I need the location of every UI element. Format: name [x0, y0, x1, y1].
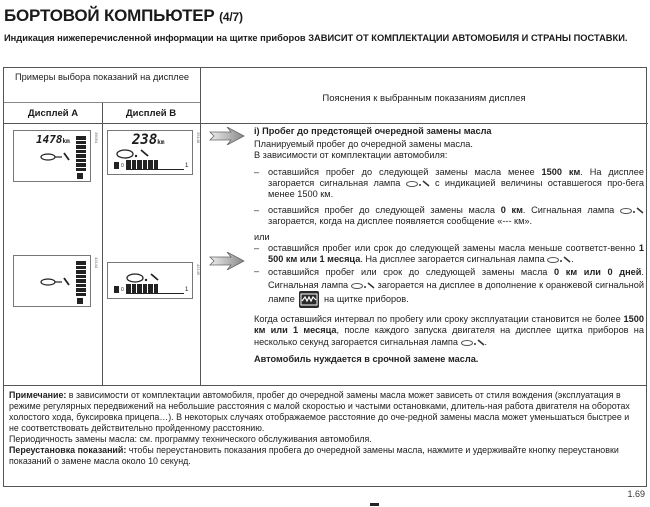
- note-reset: Переустановка показаний: чтобы переустановить показания пробега до очередной замены масла, нажмите и удерживайте кнопку переустановки показаний о замене масла около 10 секунд.: [9, 445, 619, 466]
- fuel-pump-icon: [114, 162, 119, 169]
- arrow-right-icon: [209, 252, 245, 270]
- display-a-screen-1: [13, 130, 91, 182]
- oil-service-lamp-icon: [620, 206, 644, 215]
- divider: [370, 503, 379, 506]
- explanation-content: i) Пробег до предстоящей очередной замены масла Планируемый пробег до очередной замены масла. В зависимости от комплектации автомобиля: – оставшийся пробег до следующей замены масла менее 1500 км. На дисплее загорается сигнальная лампа с индикацией величины оставшегося про-бега менее 1500 км. – оставшийся пробег до следующей замены масла 0 км. Сигнальная лампа загорается, когда на дисплее появляется сообщение «--- км». или – оставшийся пробег или срок до следующей замены масла меньше соответст-венно 1 500 км или 1 месяца. На дисплее загорается сигнальная лампа . – оставшийся пробег или срок до следующей замены масла 0 км или 0 дней. Сигнальная лампа загорается на дисплее в дополнение к оранжевой сигнальной лампе на щитке приборов. Когда оставшийся интервал по пробегу или сроку эксплуатации становится не более 1500 км или 1 месяца, после каждого запуска двигателя на дисплее щитка приборов на несколько секунд загорается сигнальная лампа . Автомобиль нуждается в срочной замене масла.: [254, 126, 644, 364]
- oil-service-icon: [126, 272, 160, 284]
- section-heading: i) Пробег до предстоящей очередной замены масла: [254, 126, 492, 136]
- header-examples: Примеры выбора показаний на дисплее: [14, 72, 190, 82]
- divider: [102, 103, 103, 385]
- display-table: Примеры выбора показаний на дисплее Дисплей А Дисплей В Пояснения к выбранным показаниям дисплея 1478km 36054 238km 0 1 35148 42144 0 1 42145 i) Пробег до предстоящей очередной замены масла Планируемый пробег до очередной замены масла. В зависимости от комплектации автомобиля: – оставшийся пробег до следующей замены масла менее 1500 км. На дисплее загорается сигнальная лампа с индикацией величины оставшегося про-бега менее 1500 км. – оставшийся пробег до следующей замены масла 0 км. Сигнальная лампа загорается, когда на дисплее появляется сообщение «--- км». или – оставшийся пробег или срок до следующей замены масла меньше соответст-венно 1 500 км или 1 месяца. На дисплее загорается сигнальная лампа . – оставшийся пробег или срок до следующей замены масла 0 км или 0 дней. Сигнальная лампа загорается на дисплее в дополнение к оранжевой сигнальной лампе на щитке приборов. Когда оставшийся интервал по пробегу или сроку эксплуатации становится не более 1500 км или 1 месяца, после каждого запуска двигателя на дисплее щитка приборов на несколько секунд загорается сигнальная лампа . Автомобиль нуждается в срочной замене масла.: [3, 67, 647, 386]
- divider: [4, 123, 648, 124]
- display-b-screen-2: 0 1: [107, 262, 193, 299]
- header-explanations: Пояснения к выбранным показаниям дисплея: [322, 93, 526, 104]
- note-periodicity: Периодичность замены масла: см. программу технического обслуживания автомобиля.: [9, 434, 372, 444]
- list-item: – оставшийся пробег до следующей замены масла 0 км. Сигнальная лампа загорается, когда на дисплее появляется сообщение «--- км».: [254, 205, 644, 227]
- fuel-gauge-horizontal: [126, 160, 158, 169]
- page-part: (4/7): [219, 10, 243, 24]
- mileage-value: 238km: [132, 132, 165, 148]
- list-item: – оставшийся пробег или срок до следующей замены масла 0 км или 0 дней. Сигнальная лампа загорается на дисплее в дополнение к оранжевой сигнальной лампе на щитке приборов.: [254, 266, 644, 308]
- oil-service-lamp-icon: [547, 255, 571, 264]
- urgent-warning: Автомобиль нуждается в срочной замене масла.: [254, 353, 479, 364]
- intro-text: Индикация нижеперечисленной информации на щитке приборов ЗАВИСИТ ОТ КОМПЛЕКТАЦИИ АВТОМОБИЛЯ И СТРАНЫ ПОСТАВКИ.: [4, 33, 628, 43]
- or-label: или: [254, 231, 270, 242]
- note-paragraph: Примечание: в зависимости от комплектации автомобиля, пробег до очередной замены масла может зависеть от стиля вождения (эксплуатация в режиме регулярных передвижений на небольшие расстояния с малой скоростью и частыми остановками, длитель-ная работа двигателя на оборотах холостого хода, буксировка прицепа…). В некоторых случаях отображаемое расстояние до оче-редной замены масла может уменьшаться быстрее и не соответствовать действительно пройденному расстоянию.: [9, 390, 630, 433]
- header-display-b: Дисплей В: [125, 108, 177, 119]
- oil-warning-lamp-icon: [299, 291, 319, 308]
- oil-service-lamp-icon: [406, 179, 430, 188]
- divider: [4, 102, 200, 103]
- display-b-screen-1: 238km 0 1: [107, 130, 193, 175]
- note-box: [3, 386, 647, 487]
- fuel-pump-icon: [77, 173, 83, 179]
- list-item: – оставшийся пробег или срок до следующей замены масла меньше соответст-венно 1 500 км или 1 месяца. На дисплее загорается сигнальная лампа .: [254, 242, 644, 265]
- arrow-right-icon: [209, 127, 245, 145]
- fuel-pump-icon: [77, 298, 83, 304]
- paragraph: Когда оставшийся интервал по пробегу или сроку эксплуатации становится не более 1500 км или 1 месяца, после каждого запуска двигателя на дисплее щитка приборов на несколько секунд загорается сигнальная лампа .: [254, 314, 644, 347]
- oil-service-lamp-icon: [351, 281, 375, 290]
- divider: [200, 68, 201, 385]
- fuel-gauge-vertical: [76, 136, 86, 171]
- oil-service-icon: [40, 151, 70, 163]
- oil-service-lamp-icon: [461, 338, 485, 347]
- list-item: – оставшийся пробег до следующей замены масла менее 1500 км. На дисплее загорается сигнальная лампа с индикацией величины оставшегося про-бега менее 1500 км.: [254, 166, 644, 200]
- page-title: БОРТОВОЙ КОМПЬЮТЕР (4/7): [4, 6, 243, 25]
- fuel-gauge-vertical: [76, 261, 86, 296]
- page-number: 1.69: [627, 489, 645, 499]
- display-a-screen-2: [13, 255, 91, 307]
- mileage-value: 1478km: [36, 133, 70, 146]
- header-display-a: Дисплей А: [27, 108, 79, 119]
- oil-service-icon: [116, 148, 150, 160]
- fuel-pump-icon: [114, 286, 119, 293]
- fuel-gauge-horizontal: [126, 284, 158, 293]
- oil-service-icon: [40, 276, 70, 288]
